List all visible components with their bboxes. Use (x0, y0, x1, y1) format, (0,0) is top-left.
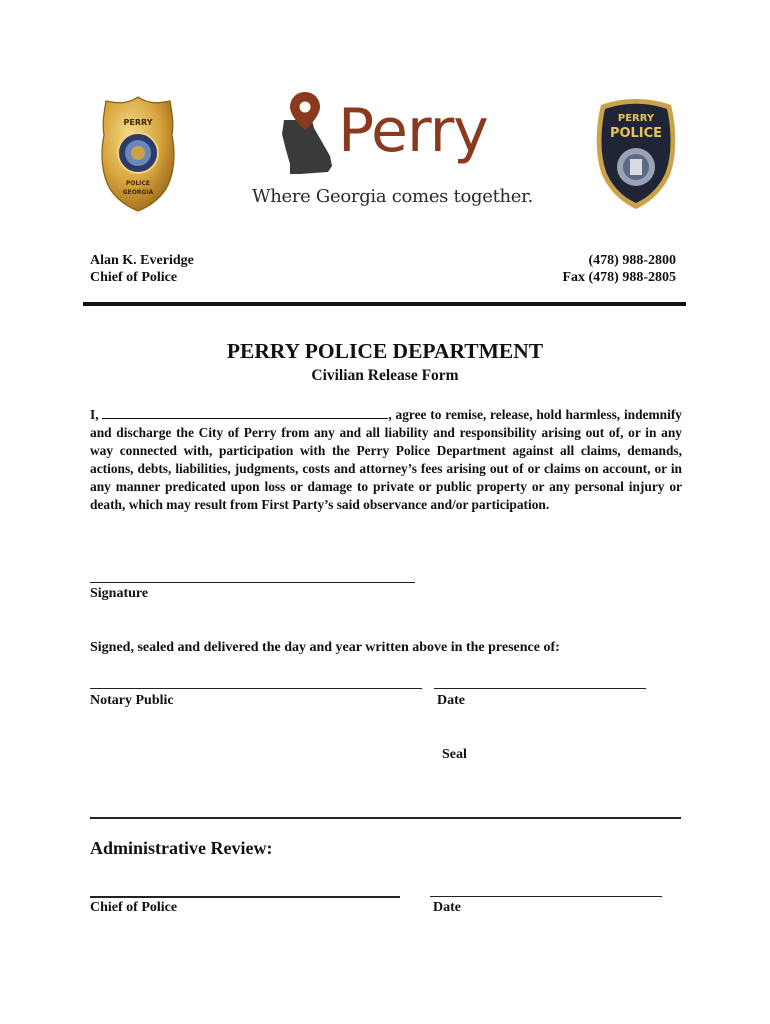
release-paragraph (90, 406, 682, 514)
signature-label: Signature (90, 586, 149, 601)
badge-text-bottom: GEORGIA (122, 189, 154, 196)
participant-name-field[interactable] (102, 406, 388, 419)
badge-text-middle: POLICE (125, 180, 151, 187)
fax-number: Fax (478) 988-2805 (562, 270, 676, 285)
seal-label: Seal (442, 747, 467, 762)
admin-divider (90, 817, 681, 819)
form-title: Civilian Release Form (311, 367, 459, 384)
perry-city-logo (278, 90, 508, 186)
chief-signature-line[interactable] (90, 896, 400, 898)
notary-signature-line[interactable] (90, 688, 422, 689)
perry-police-badge-logo (100, 95, 176, 213)
witness-statement: Signed, sealed and delivered the day and year written above in the presence of: (90, 640, 560, 655)
perry-police-patch-logo (593, 99, 679, 211)
header-divider (83, 302, 686, 306)
phone-number: (478) 988-2800 (588, 253, 676, 268)
admin-date-label: Date (433, 900, 461, 915)
paragraph-rest: , agree to remise, release, hold harmless, indemnify and discharge the City of Perry from any and all liability and responsibility arising out of, or in any way connected with, participation with the Perry Police Department against all claims, demands, actions, debts, liabilities, judgments, costs and attorney’s fees arising out of or claims on account, or in any manner predicated upon loss or damage to private or public property or any personal injury or death, which may result from First Party’s said observance and/or participation. (90, 407, 682, 512)
chief-name: Alan K. Everidge (90, 253, 194, 268)
notary-date-line[interactable] (434, 688, 646, 689)
admin-review-heading: Administrative Review: (90, 838, 273, 858)
date-label: Date (437, 693, 465, 708)
chief-title: Chief of Police (90, 270, 178, 285)
paragraph-start: I, (90, 407, 103, 422)
badge-text-top: PERRY (123, 118, 153, 127)
department-title: PERRY POLICE DEPARTMENT (226, 339, 544, 363)
tagline: Where Georgia comes together. (252, 186, 533, 207)
chief-date-line[interactable] (430, 896, 662, 897)
signature-line[interactable] (90, 582, 415, 583)
patch-text-top: PERRY (617, 113, 655, 124)
patch-text-bottom: POLICE (609, 126, 663, 141)
notary-public-label: Notary Public (90, 693, 174, 708)
chief-of-police-label: Chief of Police (90, 900, 178, 915)
logo-wordmark: Perry (338, 96, 488, 166)
